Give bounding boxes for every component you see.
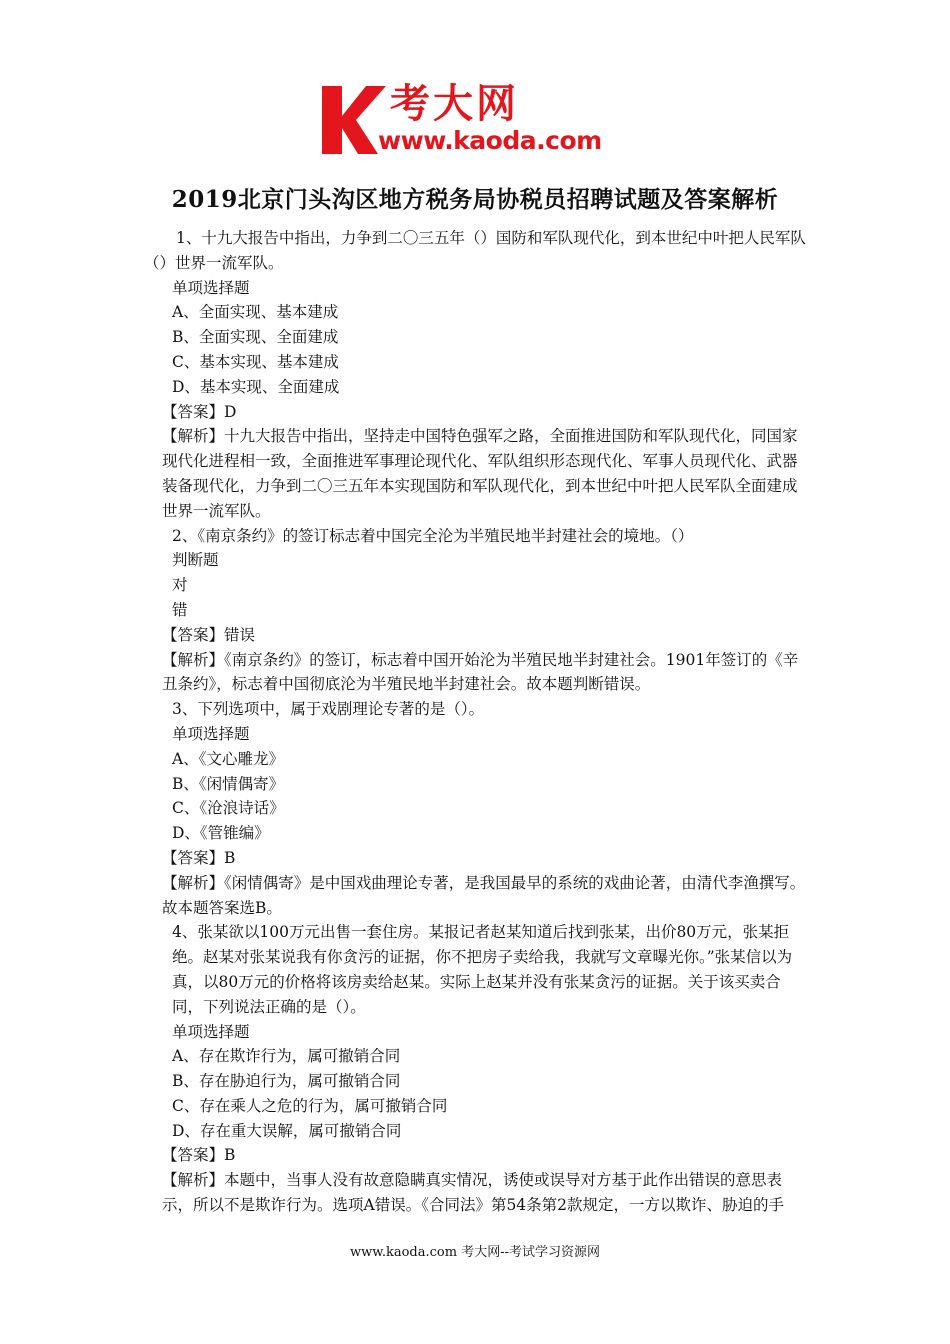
page-footer: www.kaoda.com 考大网--考试学习资源网 [350,1245,600,1260]
answer-line: 【答案】B [162,1146,236,1165]
document-title: 2019北京门头沟区地方税务局协税员招聘试题及答案解析 [171,186,779,213]
option-item: B、全面实现、全面建成 [172,328,339,347]
question-content [144,226,808,1218]
logo-brand-name: 考大网 [390,81,519,127]
option-item: C、存在乘人之危的行为，属可撤销合同 [172,1096,448,1115]
option-item: A、存在欺诈行为，属可撤销合同 [172,1047,401,1066]
analysis-text: 【解析】本题中，当事人没有故意隐瞒真实情况，诱使或误导对方基于此作出错误的意思表示，所以不是欺诈行为。选项A错误。《合同法》第54条第2款规定，一方以欺诈、胁迫的手 [162,1171,785,1215]
option-item: D、《管锥编》 [172,824,270,843]
option-item: C、《沧浪诗话》 [172,799,285,818]
option-item: 对 [172,576,188,595]
answer-line: 【答案】D [162,402,237,421]
option-item: 错 [172,600,188,619]
answer-line: 【答案】错误 [162,625,256,644]
question-type: 单项选择题 [172,278,250,297]
option-item: D、存在重大误解，属可撤销合同 [172,1121,402,1140]
analysis-text: 【解析】《闲情偶寄》是中国戏曲理论专著，是我国最早的系统的戏曲论著，由清代李渔撰写。故本题答案选B。 [162,873,806,917]
logo-url: www.kaoda.com [378,126,602,155]
answer-line: 【答案】B [162,848,236,867]
option-item: A、《文心雕龙》 [172,749,284,768]
option-item: A、全面实现、基本建成 [172,303,339,322]
analysis-text: 【解析】《南京条约》的签订，标志着中国开始沦为半殖民地半封建社会。1901年签订的《辛丑条约》，标志着中国彻底沦为半殖民地半封建社会。故本题判断错误。 [162,650,799,694]
option-item: D、基本实现、全面建成 [172,377,340,396]
question-stem: 4、张某欲以100万元出售一套住房。某报记者赵某知道后找到张某，出价80万元，张某拒绝。赵某对张某说我有你贪污的证据，你不把房子卖给我，我就写文章曝光你。”张某信以为真，以80万元的价格将该房卖给赵某。实际上赵某并没有张某贪污的证据。关于该买卖合同，下列说法正确的是（）。 [172,923,793,1016]
question-type: 单项选择题 [172,1022,250,1041]
option-item: C、基本实现、基本建成 [172,352,339,371]
analysis-text: 【解析】十九大报告中指出，坚持走中国特色强军之路，全面推进国防和军队现代化，同国家现代化进程相一致，全面推进军事理论现代化、军队组织形态现代化、军事人员现代化、武器装备现代化，力争到二〇三五年本实现国防和军队现代化，到本世纪中叶把人民军队全面建成世界一流军队。 [162,427,798,520]
question-stem: 2、《南京条约》的签订标志着中国完全沦为半殖民地半封建社会的境地。（） [172,526,694,545]
option-item: B、存在胁迫行为，属可撤销合同 [172,1072,401,1091]
question-type: 判断题 [172,551,219,570]
option-item: B、《闲情偶寄》 [172,774,285,793]
question-type: 单项选择题 [172,724,250,743]
question-stem: 1、十九大报告中指出，力争到二〇三五年（）国防和军队现代化，到本世纪中叶把人民军队（）世界一流军队。 [144,229,806,272]
question-stem: 3、下列选项中，属于戏剧理论专著的是（）。 [172,700,485,719]
kaoda-logo [318,80,638,162]
